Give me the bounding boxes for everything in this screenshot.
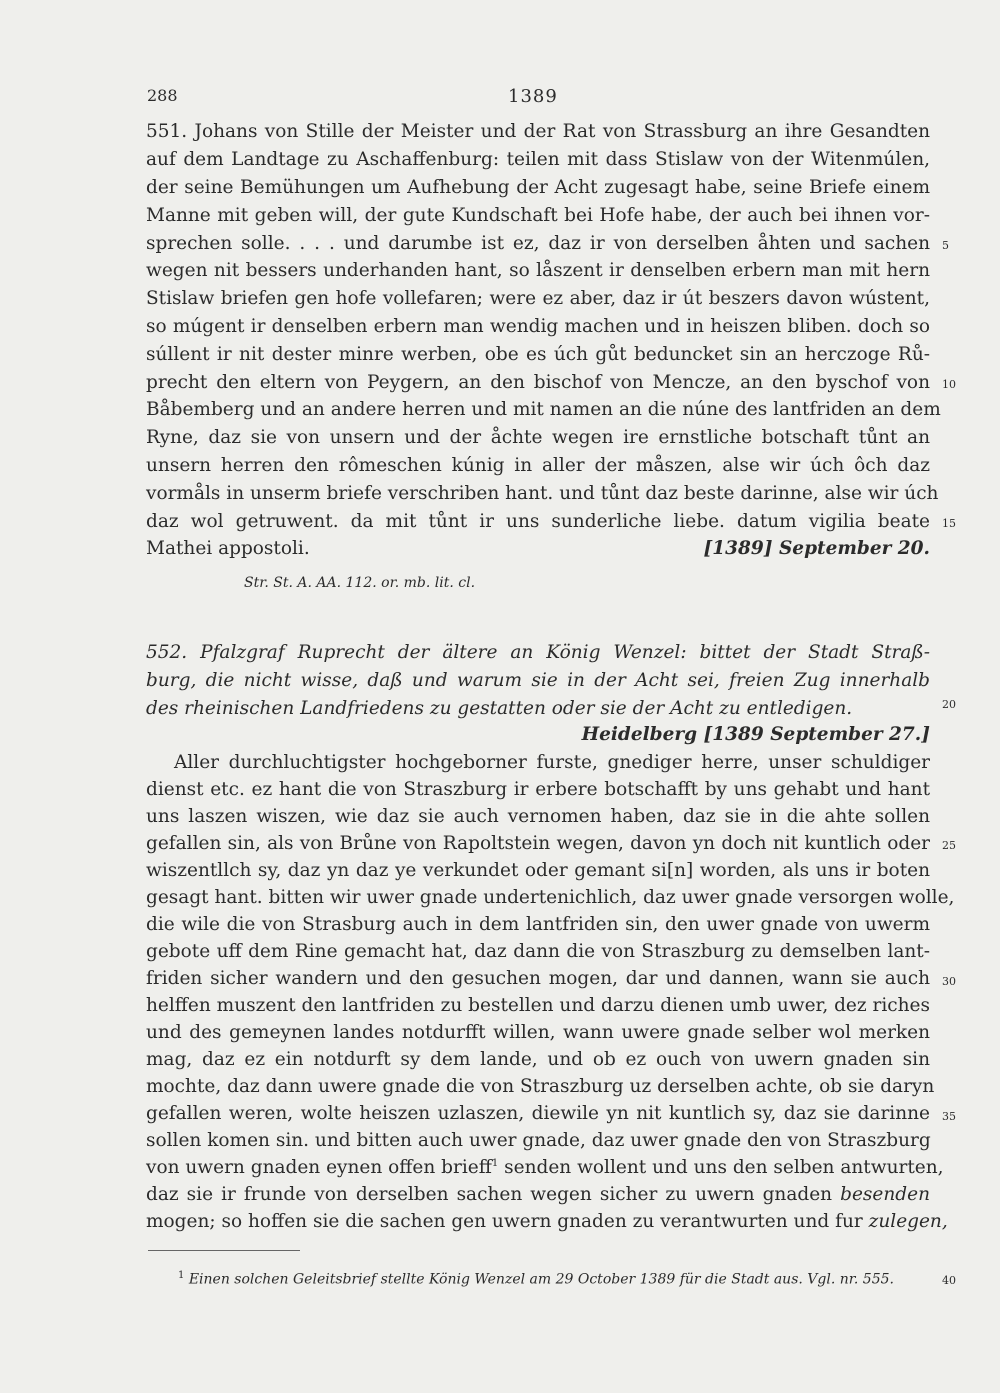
doc552-heading-3: des rheinischen Landfriedens zu gestatten oder sie der Acht zu entledigen. <box>146 698 853 719</box>
doc552-line-17 <box>146 1184 930 1205</box>
doc552-dateline <box>582 724 930 745</box>
doc552-line-10: helffen muszent den lantfriden zu bestellen und darzu dienen umb uwer, dez riches <box>146 995 930 1016</box>
doc551-line-5: sprechen solle. . . . und darumbe ist ez, daz ir von derselben åhten und sachen <box>146 233 930 254</box>
margin-line-number: 25 <box>942 839 956 852</box>
footnote <box>178 1270 894 1288</box>
footnote-mark: 1 <box>178 1270 185 1281</box>
footnote-text: Einen solchen Geleitsbrief stellte König Wenzel am 29 October 1389 für die Stadt aus. Vgl. nr. 555. <box>188 1271 894 1288</box>
doc551-line-1: 551. Johans von Stille der Meister und der Rat von Strassburg an ihre Gesandten <box>146 121 930 142</box>
margin-line-number: 15 <box>942 517 956 530</box>
doc552-line-16 <box>146 1157 944 1178</box>
margin-line-number: 30 <box>942 975 956 988</box>
margin-line-number: 10 <box>942 378 956 391</box>
doc551-line-14: vormåls in unserm briefe verschriben hant. und tůnt daz beste darinne, alse wir úch <box>146 483 939 504</box>
doc551-line-10: precht den eltern von Peygern, an den bischof von Mencze, an den byschof von <box>146 372 930 393</box>
doc552-line-9: friden sicher wandern und den gesuchen mogen, dar und dannen, wann sie auch <box>146 968 930 989</box>
margin-line-number: 35 <box>942 1110 956 1123</box>
doc551-source: Str. St. A. AA. 112. or. mb. lit. cl. <box>244 575 476 591</box>
margin-line-number: 20 <box>942 698 956 711</box>
doc551-line-16: Mathei appostoli. <box>146 538 310 559</box>
doc551-line-2: auf dem Landtage zu Aschaffenburg: teilen mit dass Stislaw von der Witenmúlen, <box>146 149 930 170</box>
doc552-besenden: besenden <box>840 1184 930 1205</box>
doc552-line-18-text: mogen; so hoffen sie die sachen gen uwern gnaden zu verantwurten und fur <box>146 1211 863 1232</box>
doc552-line-14: gefallen weren, wolte heiszen uzlaszen, diewile yn nit kuntlich sy, daz sie darinne <box>146 1103 930 1124</box>
margin-line-number: 5 <box>942 239 949 252</box>
doc552-line-15: sollen komen sin. und bitten auch uwer gnade, daz uwer gnade den von Straszburg <box>146 1130 931 1151</box>
doc551-line-4: Manne mit geben will, der gute Kundschaft bei Hofe habe, der auch bei ihnen vor- <box>146 205 930 226</box>
doc552-place: Heidelberg <box>581 724 698 745</box>
doc551-line-3: der seine Bemühungen um Aufhebung der Acht zugesagt habe, seine Briefe einem <box>146 177 930 198</box>
doc552-line-12: mag, daz ez ein notdurft sy dem lande, und ob ez ouch von uwern gnaden sin <box>146 1049 930 1070</box>
page-number: 288 <box>147 86 178 105</box>
doc552-line-4: gefallen sin, als von Brůne von Rapoltstein wegen, davon yn doch nit kuntlich oder <box>146 833 930 854</box>
doc551-line-7: Stislaw briefen gen hofe vollefaren; were ez aber, daz ir út beszers davon wústent, <box>146 288 930 309</box>
doc552-line-16-rest: senden wollent und uns den selben antwurten, <box>504 1157 944 1178</box>
doc552-line-7: die wile die von Strasburg auch in dem lantfriden sin, den uwer gnade von uwerm <box>146 914 930 935</box>
doc552-heading-1: 552. Pfalzgraf Ruprecht der ältere an König Wenzel: bittet der Stadt Straß- <box>146 642 930 663</box>
doc551-line-12: Ryne, daz sie von unsern und der åchte wegen ire ernstliche botschaft tůnt an <box>146 427 930 448</box>
doc552-zulegen: zulegen, <box>868 1211 948 1232</box>
margin-line-number: 40 <box>942 1274 956 1287</box>
doc552-line-17-text: daz sie ir frunde von derselben sachen wegen sicher zu uwern gnaden <box>146 1184 833 1205</box>
footnote-rule <box>148 1250 300 1251</box>
doc551-line-9: súllent ir nit dester minre werben, obe es úch gůt beduncket sin an herczoge Rů- <box>146 344 930 365</box>
doc552-line-5: wiszentllch sy, daz yn daz ye verkundet oder gemant si[n] worden, als uns ir boten <box>146 860 930 881</box>
doc552-line-2: dienst etc. ez hant die von Straszburg ir erbere botschafft by uns gehabt und hant <box>146 779 930 800</box>
doc552-line-16-start: von uwern gnaden eynen offen brieff <box>146 1157 492 1178</box>
doc552-line-8: gebote uff dem Rine gemacht hat, daz dann die von Straszburg zu demselben lant- <box>146 941 930 962</box>
footnote-ref: 1 <box>491 1157 499 1169</box>
doc552-line-18 <box>146 1211 948 1232</box>
doc552-line-6: gesagt hant. bitten wir uwer gnade undertenichlich, daz uwer gnade versorgen wolle, <box>146 887 955 908</box>
doc552-line-1: Aller durchluchtigster hochgeborner furste, gnediger herre, unser schuldiger <box>174 752 930 773</box>
doc551-line-6: wegen nit bessers underhanden hant, so låszent ir denselben erbern man mit hern <box>146 260 930 281</box>
doc551-date: [1389] September 20. <box>703 538 930 559</box>
doc552-line-13: mochte, daz dann uwere gnade die von Straszburg uz derselben achte, ob sie daryn <box>146 1076 935 1097</box>
doc552-line-11: und des gemeynen landes notdurfft willen, wann uwere gnade selber wol merken <box>146 1022 930 1043</box>
doc551-line-8: so múgent ir denselben erbern man wendig machen und in heiszen bliben. doch so <box>146 316 930 337</box>
doc552-heading-2: burg, die nicht wisse, daß und warum sie in der Acht sei, freien Zug innerhalb <box>146 670 930 691</box>
doc551-line-15: daz wol getruwent. da mit tůnt ir uns sunderliche liebe. datum vigilia beate <box>146 511 930 532</box>
doc552-line-3: uns laszen wiszen, wie daz sie auch vernomen haben, daz sie in die ahte sollen <box>146 806 930 827</box>
page-year-header: 1389 <box>508 86 558 107</box>
doc552-date: [1389 September 27.] <box>703 724 930 745</box>
doc551-line-13: unsern herren den rômeschen kúnig in aller der måszen, alse wir úch ôch daz <box>146 455 930 476</box>
doc551-line-11: Båbemberg und an andere herren und mit namen an die núne des lantfriden an dem <box>146 399 941 420</box>
